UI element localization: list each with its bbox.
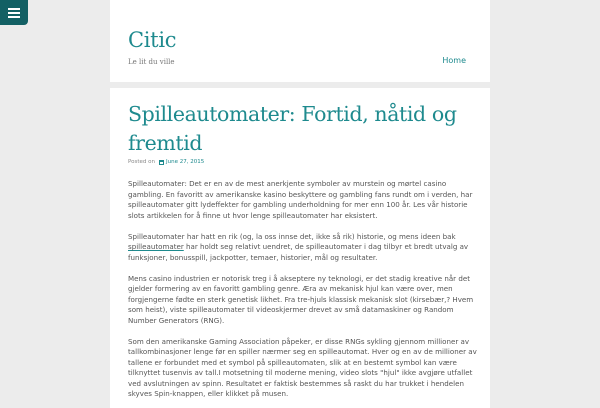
- posted-on-label: Posted on: [128, 159, 155, 165]
- post-content: [110, 88, 490, 408]
- spilleautomater-link[interactable]: spilleautomater: [128, 242, 184, 251]
- paragraph-text: Spilleautomater har hatt en rik (og, la oss innse det, ikke så rik) historie, og mens ideen bak: [128, 231, 456, 241]
- paragraph: [128, 232, 480, 264]
- paragraph: Spilleautomater: Det er en av de mest anerkjente symboler av murstein og mørtel casino gambling. En favoritt av amerikanske kasino beskyttere og gambling fans rundt om i verden, har spilleautomater gitt lydeffekter for gambling underholdning for mer enn 100 år. Les vår historie slots artikkelen for å finne ut hvor lenge spilleautomater har eksistert.: [128, 179, 473, 220]
- site-description: Le lit du ville: [128, 58, 175, 66]
- paragraph: Mens casino industrien er notorisk treg i å akseptere ny teknologi, er det stadig kreative når det gjelder formering av en favoritt gambling genre. Æra av mekanisk hjul kan være over, men forgjengerne fødte en sterk genetisk likhet. Fra tre-hjuls klassisk mekanisk slot (kirsebær,? Hvem som heist), viste spilleautomater til videoskjermer drevet av små datamaskiner og Random Number Generators (RNG).: [128, 273, 474, 325]
- site-title[interactable]: Citic: [128, 28, 177, 52]
- menu-toggle-button[interactable]: [0, 0, 28, 25]
- paragraph-text: har holdt seg relativt uendret, de spilleautomater i dag tilbyr et bredt utvalg av funksjoner, bonusspill, jackpotter, temaer, historier, mål og resultater.: [128, 242, 469, 262]
- paragraph: Som den amerikanske Gaming Association påpeker, er disse RNGs sykling gjennom millioner av tallkombinasjoner lenge før en spiller nærmer seg en spilleautomat. Hver og en av de millioner av tallene er forbundet med et symbol på spilleautomaten, slik at en bestemt symbol kan være tilknyttet tusenvis av tall.I motsetning til moderne mening, video slots "hjul" ikke avgjøre utfallet ved avslutningen av spinn. Resultatet er faktisk bestemmes så raskt du har trukket i hendelen skyves Spin-knappen, eller klikket på musen.: [128, 336, 477, 398]
- post-title: Spilleautomater: Fortid, nåtid og fremtid: [128, 102, 457, 155]
- post-meta: [128, 159, 204, 165]
- calendar-icon: [159, 160, 164, 165]
- post-date-link[interactable]: June 27, 2015: [165, 159, 205, 165]
- site-header: [110, 0, 490, 82]
- nav-home-link[interactable]: Home: [442, 56, 466, 65]
- hamburger-menu-icon: [8, 8, 20, 17]
- post-body: [128, 179, 480, 408]
